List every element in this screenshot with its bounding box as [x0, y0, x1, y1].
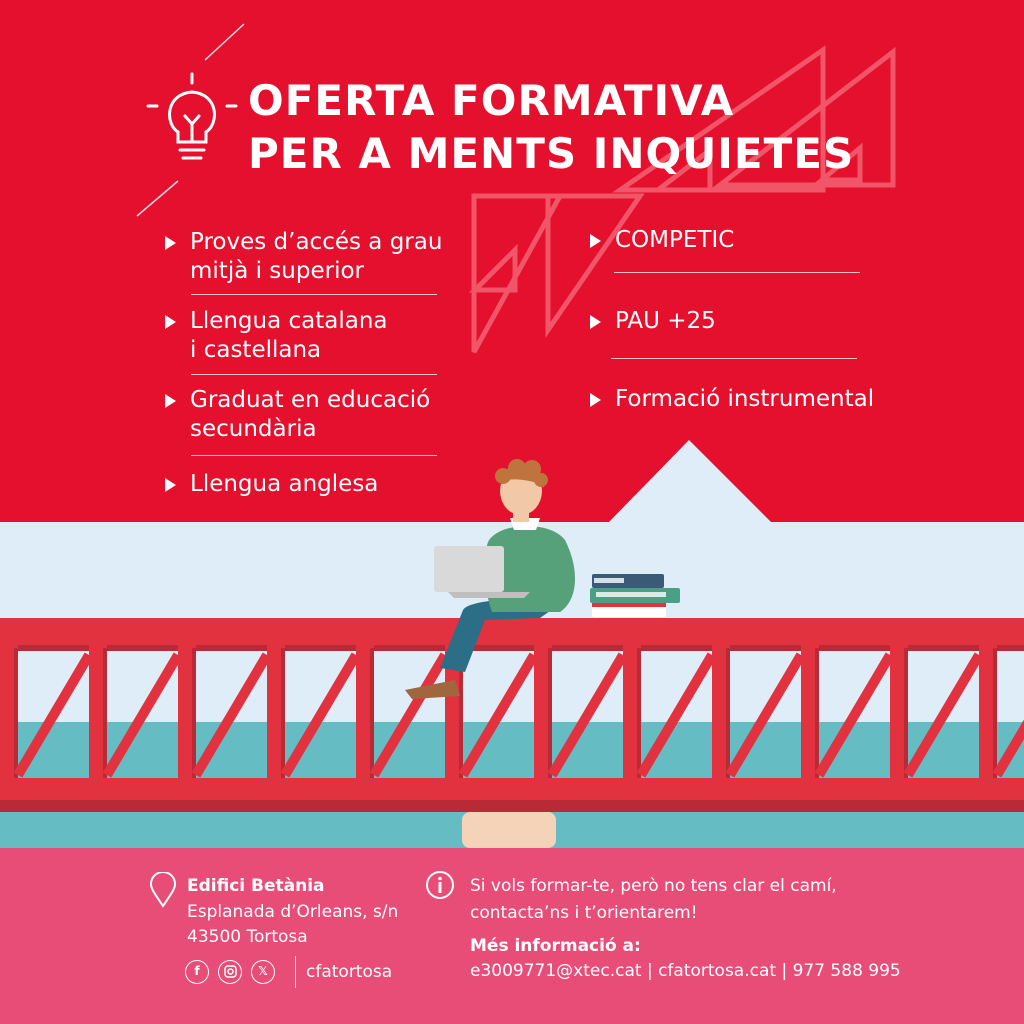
address-line-1: Esplanada d’Orleans, s/n [187, 902, 399, 922]
bridge-pillar [462, 812, 556, 848]
bullet-triangle-icon [590, 393, 601, 407]
course-item: PAU +25 [590, 306, 890, 336]
lightbulb-icon [145, 70, 241, 170]
course-item: COMPETIC [590, 225, 890, 255]
bridge-post-shade [192, 648, 196, 783]
info-icon [425, 870, 455, 900]
bridge-post-shade [281, 648, 285, 783]
course-item: Graduat en educació secundària [165, 385, 445, 445]
bullet-triangle-icon [590, 315, 601, 329]
contact-line[interactable]: e3009771@xtec.cat | cfatortosa.cat | 977 588 995 [470, 961, 901, 981]
title-line-2: PER A MENTS INQUIETES [248, 129, 855, 178]
bullet-triangle-icon [165, 394, 176, 408]
bridge-post-shade [904, 648, 908, 783]
title-line-1: OFERTA FORMATIVA [248, 76, 735, 125]
course-item: Formació instrumental [590, 384, 900, 414]
footer [0, 848, 1024, 1024]
bridge-post-shade [103, 648, 107, 783]
bullet-triangle-icon [165, 236, 176, 250]
social-handle[interactable]: cfatortosa [306, 962, 393, 982]
course-item: Llengua catalana i castellana [165, 306, 445, 366]
address-line-2: 43500 Tortosa [187, 927, 308, 947]
separator [611, 358, 857, 359]
facebook-icon[interactable]: f [185, 960, 209, 984]
course-item: Llengua anglesa [165, 469, 445, 499]
course-item: Proves d’accés a grau mitjà i superior [165, 227, 445, 287]
x-icon[interactable]: 𝕏 [251, 960, 275, 984]
more-info-label: Més informació a: [470, 936, 641, 956]
info-line-1: Si vols formar-te, però no tens clar el camí, [470, 876, 837, 896]
bridge-post-shade [726, 648, 730, 783]
mountain [607, 440, 773, 524]
separator [191, 455, 437, 456]
location-name: Edifici Betània [187, 876, 325, 896]
bridge-post-shade [548, 648, 552, 783]
separator [191, 374, 437, 375]
instagram-icon[interactable] [218, 960, 242, 984]
bullet-triangle-icon [165, 478, 176, 492]
bridge-post-shade [14, 648, 18, 783]
bridge-post-shade [993, 648, 997, 783]
bridge-post-shade [815, 648, 819, 783]
bridge-post-shade [637, 648, 641, 783]
bullet-triangle-icon [165, 315, 176, 329]
info-line-2: contacta’ns i t’orientarem! [470, 903, 698, 923]
location-pin-icon [149, 872, 177, 908]
divider [295, 956, 296, 988]
bridge-post-shade [370, 648, 374, 783]
bullet-triangle-icon [590, 234, 601, 248]
separator [614, 272, 860, 273]
separator [191, 294, 437, 295]
